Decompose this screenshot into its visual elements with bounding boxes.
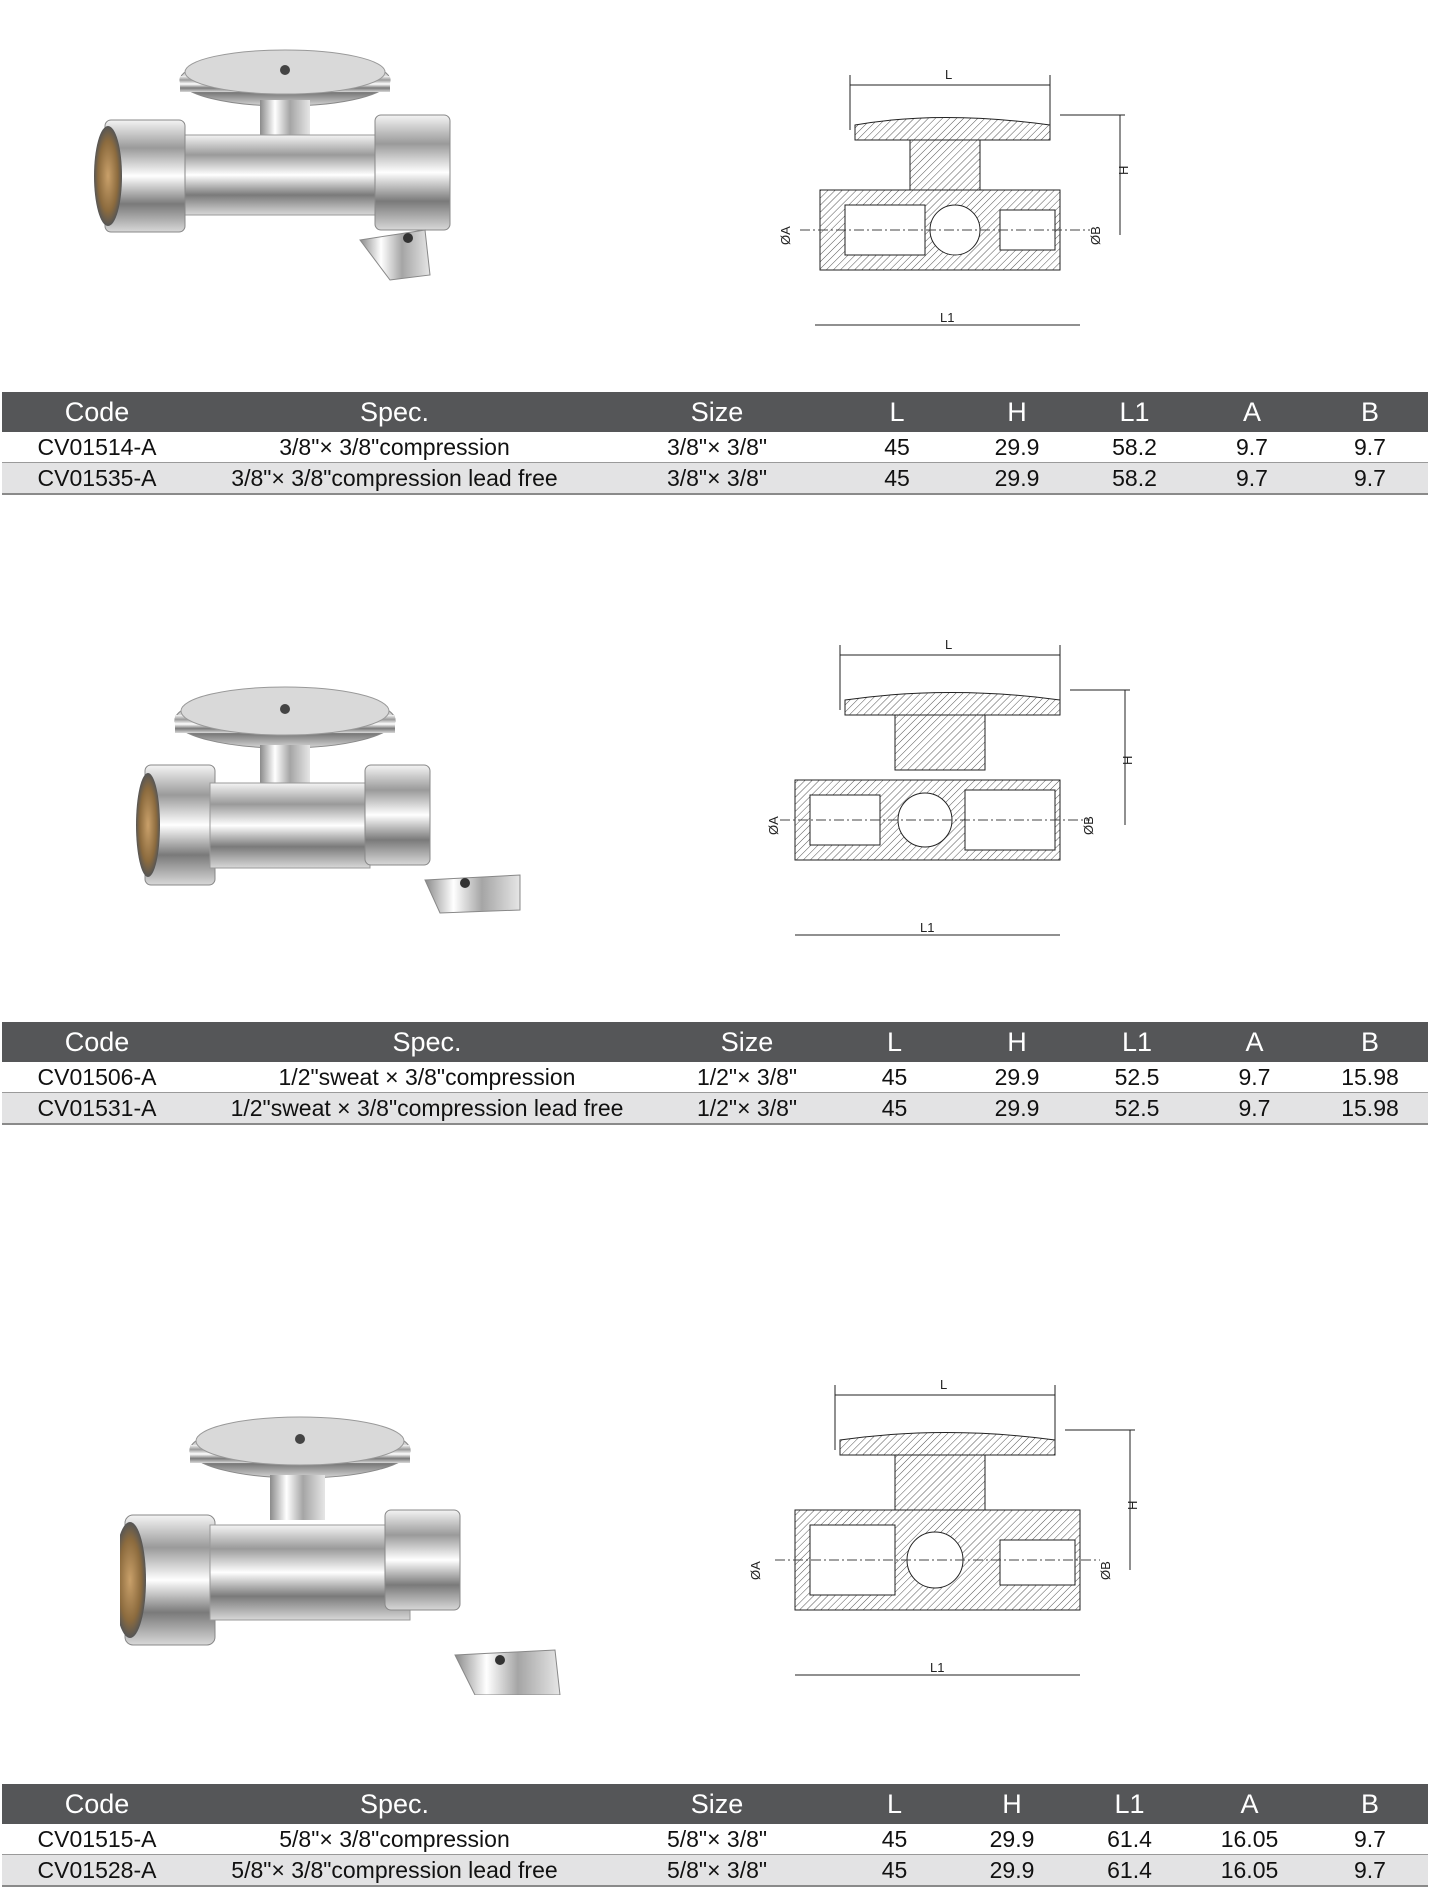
col-L1-header: L1 <box>1077 392 1192 432</box>
col-A-header: A <box>1197 1022 1312 1062</box>
cell-code: CV01528-A <box>2 1855 192 1887</box>
cell-A: 9.7 <box>1197 1062 1312 1093</box>
product-section-2 <box>0 620 1434 1020</box>
cell-H: 29.9 <box>957 463 1077 495</box>
cell-H: 29.9 <box>952 1855 1072 1887</box>
col-size-header: Size <box>597 392 837 432</box>
cell-size: 1/2"× 3/8" <box>662 1062 832 1093</box>
col-code-header: Code <box>2 392 192 432</box>
col-code-header: Code <box>2 1022 192 1062</box>
dim-B-label: ØB <box>1088 226 1103 245</box>
dim-L1-label: L1 <box>920 920 935 935</box>
cell-size: 5/8"× 3/8" <box>597 1855 837 1887</box>
dim-B-label: ØB <box>1098 1561 1113 1580</box>
spec-table-2 <box>2 1022 1428 1125</box>
cell-A: 9.7 <box>1192 432 1312 463</box>
table-header-row <box>2 1022 1428 1062</box>
technical-drawing <box>735 1370 1155 1700</box>
col-size-header: Size <box>662 1022 832 1062</box>
col-H-header: H <box>957 1022 1077 1062</box>
cell-code: CV01535-A <box>2 463 192 495</box>
cell-size: 3/8"× 3/8" <box>597 463 837 495</box>
cell-L: 45 <box>837 463 957 495</box>
valve-photo <box>90 40 550 310</box>
col-A-header: A <box>1187 1784 1312 1824</box>
dim-B-label: ØB <box>1081 816 1096 835</box>
technical-drawing <box>750 630 1150 960</box>
cell-L: 45 <box>832 1093 957 1125</box>
col-B-header: B <box>1312 392 1428 432</box>
cell-spec: 3/8"× 3/8"compression <box>192 432 597 463</box>
col-L1-header: L1 <box>1077 1022 1197 1062</box>
col-L-header: L <box>832 1022 957 1062</box>
col-spec-header: Spec. <box>192 1784 597 1824</box>
cell-B: 9.7 <box>1312 1824 1428 1855</box>
col-L1-header: L1 <box>1072 1784 1187 1824</box>
cell-A: 9.7 <box>1197 1093 1312 1125</box>
cell-code: CV01506-A <box>2 1062 192 1093</box>
col-spec-header: Spec. <box>192 1022 662 1062</box>
table-row <box>2 463 1428 495</box>
table-row <box>2 1824 1428 1855</box>
col-H-header: H <box>957 392 1077 432</box>
col-B-header: B <box>1312 1022 1428 1062</box>
product-section-3 <box>0 1377 1434 1770</box>
cell-size: 5/8"× 3/8" <box>597 1824 837 1855</box>
cell-L1: 52.5 <box>1077 1093 1197 1125</box>
dim-L-label: L <box>940 1377 948 1392</box>
cell-L: 45 <box>837 1855 952 1887</box>
col-size-header: Size <box>597 1784 837 1824</box>
cell-H: 29.9 <box>957 1093 1077 1125</box>
cell-A: 16.05 <box>1187 1855 1312 1887</box>
col-code-header: Code <box>2 1784 192 1824</box>
cell-L1: 58.2 <box>1077 432 1192 463</box>
cell-code: CV01515-A <box>2 1824 192 1855</box>
cell-B: 15.98 <box>1312 1093 1428 1125</box>
dim-A-label: ØA <box>766 816 781 835</box>
dim-A-label: ØA <box>748 1561 763 1580</box>
cell-L1: 52.5 <box>1077 1062 1197 1093</box>
spec-table-3 <box>2 1784 1428 1887</box>
table-row <box>2 432 1428 463</box>
cell-A: 16.05 <box>1187 1824 1312 1855</box>
cell-size: 3/8"× 3/8" <box>597 432 837 463</box>
technical-drawing <box>760 60 1150 340</box>
cell-L1: 61.4 <box>1072 1824 1187 1855</box>
cell-code: CV01514-A <box>2 432 192 463</box>
cell-B: 9.7 <box>1312 432 1428 463</box>
cell-B: 9.7 <box>1312 463 1428 495</box>
col-L-header: L <box>837 1784 952 1824</box>
cell-L: 45 <box>832 1062 957 1093</box>
cell-L1: 58.2 <box>1077 463 1192 495</box>
cell-H: 29.9 <box>957 432 1077 463</box>
table-header-row <box>2 392 1428 432</box>
table-header-row <box>2 1784 1428 1824</box>
col-H-header: H <box>952 1784 1072 1824</box>
valve-photo <box>120 1395 570 1695</box>
col-A-header: A <box>1192 392 1312 432</box>
table-row <box>2 1855 1428 1887</box>
cell-L1: 61.4 <box>1072 1855 1187 1887</box>
dim-L1-label: L1 <box>930 1660 945 1675</box>
cell-B: 15.98 <box>1312 1062 1428 1093</box>
valve-photo <box>120 665 550 945</box>
col-spec-header: Spec. <box>192 392 597 432</box>
table-row <box>2 1093 1428 1125</box>
cell-code: CV01531-A <box>2 1093 192 1125</box>
dim-H-label: H <box>1125 1500 1140 1510</box>
cell-L: 45 <box>837 432 957 463</box>
table-row <box>2 1062 1428 1093</box>
dim-H-label: H <box>1120 755 1135 765</box>
cell-H: 29.9 <box>957 1062 1077 1093</box>
cell-spec: 5/8"× 3/8"compression lead free <box>192 1855 597 1887</box>
cell-size: 1/2"× 3/8" <box>662 1093 832 1125</box>
dim-L-label: L <box>945 67 953 82</box>
cell-L: 45 <box>837 1824 952 1855</box>
cell-A: 9.7 <box>1192 463 1312 495</box>
dim-L-label: L <box>945 637 953 652</box>
col-L-header: L <box>837 392 957 432</box>
dim-H-label: H <box>1116 165 1131 175</box>
dim-L1-label: L1 <box>940 310 955 325</box>
cell-B: 9.7 <box>1312 1855 1428 1887</box>
col-B-header: B <box>1312 1784 1428 1824</box>
dim-A-label: ØA <box>778 226 793 245</box>
cell-spec: 1/2"sweat × 3/8"compression lead free <box>192 1093 662 1125</box>
spec-table-1 <box>2 392 1428 495</box>
cell-H: 29.9 <box>952 1824 1072 1855</box>
cell-spec: 1/2"sweat × 3/8"compression <box>192 1062 662 1093</box>
cell-spec: 3/8"× 3/8"compression lead free <box>192 463 597 495</box>
cell-spec: 5/8"× 3/8"compression <box>192 1824 597 1855</box>
